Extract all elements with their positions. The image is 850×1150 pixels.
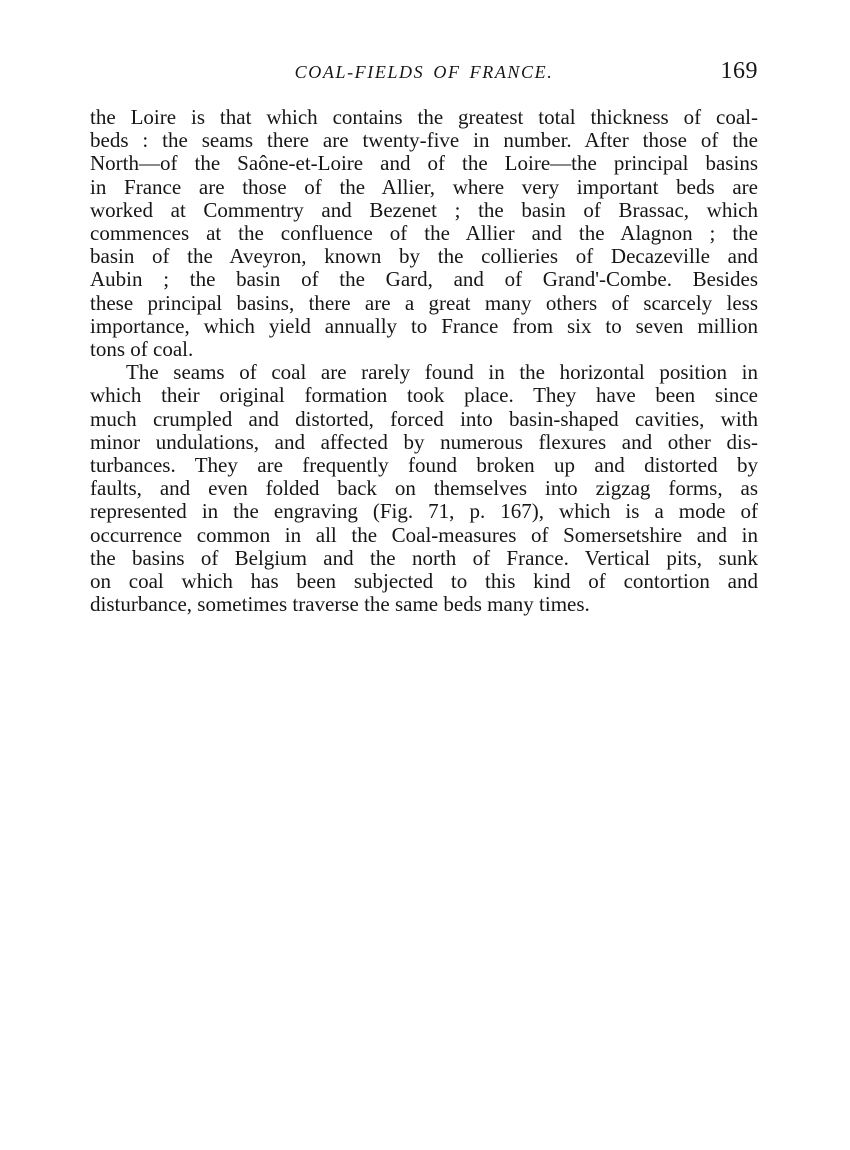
text-line: much crumpled and distorted, forced into basin-shaped cavities, with bbox=[90, 406, 758, 431]
body-text bbox=[90, 106, 758, 616]
text-line: which their original formation took place. They have been since bbox=[90, 383, 758, 408]
text-line: occurrence common in all the Coal-measures of Somersetshire and in bbox=[90, 522, 758, 547]
page-number: 169 bbox=[720, 58, 758, 84]
text-line: minor undulations, and affected by numerous flexures and other dis- bbox=[90, 429, 758, 454]
text-line: these principal basins, there are a great many others of scarcely less bbox=[90, 290, 758, 315]
running-head bbox=[90, 58, 758, 88]
paragraph-seam-distortion bbox=[90, 361, 758, 616]
text-line: tons of coal. bbox=[90, 337, 194, 362]
text-line: in France are those of the Allier, where very important beds are bbox=[90, 174, 758, 199]
text-line: North—of the Saône-et-Loire and of the Loire—the principal basins bbox=[90, 151, 758, 176]
text-line: turbances. They are frequently found broken up and distorted by bbox=[90, 453, 758, 478]
text-line: beds : the seams there are twenty-five in number. After those of the bbox=[90, 128, 758, 153]
running-title: COAL-FIELDS OF FRANCE. bbox=[294, 62, 554, 82]
text-line: basin of the Aveyron, known by the collieries of Decazeville and bbox=[90, 244, 758, 269]
text-line: disturbance, sometimes traverse the same beds many times. bbox=[90, 592, 590, 617]
text-line: importance, which yield annually to France from six to seven million bbox=[90, 313, 758, 338]
text-line: worked at Commentry and Bezenet ; the basin of Brassac, which bbox=[90, 197, 758, 222]
text-line: The seams of coal are rarely found in the horizontal position in bbox=[126, 360, 758, 385]
text-line: commences at the confluence of the Allier and the Alagnon ; the bbox=[90, 221, 758, 246]
text-line: the Loire is that which contains the greatest total thickness of coal- bbox=[90, 105, 758, 129]
text-line: faults, and even folded back on themselves into zigzag forms, as bbox=[90, 476, 758, 501]
text-line: represented in the engraving (Fig. 71, p. 167), which is a mode of bbox=[90, 499, 758, 524]
paragraph-coal-basins bbox=[90, 106, 758, 361]
text-line: the basins of Belgium and the north of France. Vertical pits, sunk bbox=[90, 545, 758, 570]
text-line: on coal which has been subjected to this kind of contortion and bbox=[90, 569, 758, 594]
text-line: Aubin ; the basin of the Gard, and of Grand'-Combe. Besides bbox=[90, 267, 758, 292]
